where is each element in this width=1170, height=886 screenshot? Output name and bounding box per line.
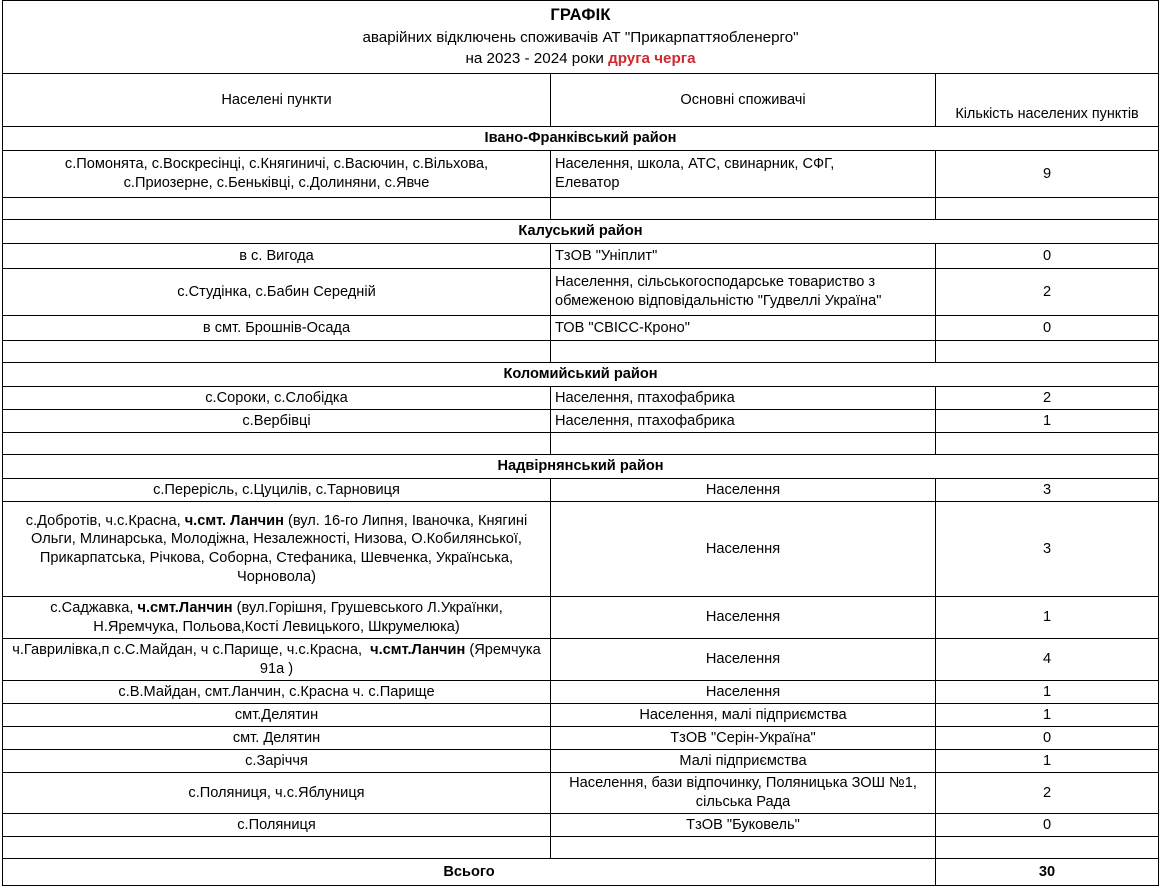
section-spacer-row	[3, 341, 1159, 363]
table-row	[3, 479, 1159, 502]
total-label: Всього	[3, 859, 936, 886]
district-name: Калуський район	[3, 220, 1159, 244]
district-header-row	[3, 363, 1159, 387]
cell-consumers: Населення, бази відпочинку, Поляницька ЗОШ №1, сільська Рада	[551, 773, 936, 814]
cell-settlements: смт.Делятин	[3, 704, 551, 727]
cell-settlements: с.Заріччя	[3, 750, 551, 773]
cell-count: 2	[936, 387, 1159, 410]
title-period-text: на 2023 - 2024 роки	[465, 50, 609, 68]
table-row	[3, 387, 1159, 410]
spacer-cell	[936, 341, 1159, 363]
cell-consumers: ТзОВ "Буковель"	[551, 814, 936, 837]
outage-schedule-table	[2, 0, 1159, 886]
spacer-cell	[3, 837, 551, 859]
column-header-count: Кількість населених пунктів	[936, 74, 1159, 127]
cell-settlements: в смт. Брошнів-Осада	[3, 316, 551, 341]
spacer-cell	[936, 837, 1159, 859]
cell-consumers: ТзОВ "Уніплит"	[551, 244, 936, 269]
table-row	[3, 410, 1159, 433]
cell-consumers: Населення, птахофабрика	[551, 410, 936, 433]
title-queue-badge: друга черга	[608, 50, 696, 68]
total-value: 30	[936, 859, 1159, 886]
cell-consumers: Населення, малі підприємства	[551, 704, 936, 727]
cell-count: 0	[936, 727, 1159, 750]
cell-consumers: Населення	[551, 502, 936, 597]
cell-count: 3	[936, 502, 1159, 597]
page-title: ГРАФІК	[550, 5, 611, 24]
spacer-cell	[3, 341, 551, 363]
table-row	[3, 151, 1159, 198]
title-row	[3, 1, 1159, 74]
spacer-cell	[551, 198, 936, 220]
cell-settlements: с.В.Майдан, смт.Ланчин, с.Красна ч. с.Парище	[3, 681, 551, 704]
spacer-cell	[936, 433, 1159, 455]
district-header-row	[3, 455, 1159, 479]
section-spacer-row	[3, 433, 1159, 455]
district-name: Коломийський район	[3, 363, 1159, 387]
spacer-cell	[551, 341, 936, 363]
cell-consumers: Населення, школа, АТС, свинарник, СФГ, Елеватор	[551, 151, 936, 198]
column-header-settlements: Населені пункти	[3, 74, 551, 127]
title-subtitle: аварійних відключень споживачів АТ "Прикарпаттяобленерго"	[362, 28, 799, 46]
district-name: Івано-Франківський район	[3, 127, 1159, 151]
cell-settlements: с.Добротів, ч.с.Красна, ч.смт. Ланчин (вул. 16-го Липня, Іваночка, Княгині Ольги, Млинарська, Молодіжна, Незалежності, Низова, О.Кобилянської, Прикарпатська, Річкова, Соборна, Стефаника, Шевченка, Українська, Чорновола)	[3, 502, 551, 597]
cell-count: 2	[936, 269, 1159, 316]
cell-count: 1	[936, 704, 1159, 727]
table-row	[3, 727, 1159, 750]
spacer-cell	[551, 837, 936, 859]
cell-count: 9	[936, 151, 1159, 198]
cell-consumers: Населення	[551, 479, 936, 502]
cell-count: 0	[936, 814, 1159, 837]
cell-settlements: с.Помонята, с.Воскресінці, с.Княгиничі, с.Васючин, с.Вільхова, с.Приозерне, с.Беньківці, с.Долиняни, с.Явче	[3, 151, 551, 198]
cell-count: 0	[936, 316, 1159, 341]
cell-settlements: ч.Гаврилівка,п с.С.Майдан, ч с.Парище, ч.с.Красна, ч.смт.Ланчин (Яремчука 91а )	[3, 639, 551, 681]
cell-consumers: Населення, птахофабрика	[551, 387, 936, 410]
cell-count: 3	[936, 479, 1159, 502]
district-header-row	[3, 220, 1159, 244]
table-row	[3, 639, 1159, 681]
table-row	[3, 244, 1159, 269]
table-body	[3, 1, 1159, 127]
cell-count: 1	[936, 597, 1159, 639]
spacer-cell	[3, 198, 551, 220]
table-row	[3, 681, 1159, 704]
cell-consumers: ТОВ "СВІСС-Кроно"	[551, 316, 936, 341]
title-period-line	[7, 48, 1154, 70]
table-row	[3, 597, 1159, 639]
cell-count: 1	[936, 750, 1159, 773]
cell-settlements: с.Студінка, с.Бабин Середній	[3, 269, 551, 316]
cell-settlements: с.Сороки, с.Слобідка	[3, 387, 551, 410]
sections-body	[3, 127, 1159, 859]
cell-settlements: с.Саджавка, ч.смт.Ланчин (вул.Горішня, Грушевського Л.Українки, Н.Яремчука, Польова,Кості Левицького, Шкрумелюка)	[3, 597, 551, 639]
total-body	[3, 859, 1159, 886]
cell-consumers: Населення	[551, 597, 936, 639]
table-row	[3, 316, 1159, 341]
table-row	[3, 814, 1159, 837]
column-header-row	[3, 74, 1159, 127]
cell-settlements: с.Поляниця, ч.с.Яблуниця	[3, 773, 551, 814]
cell-count: 4	[936, 639, 1159, 681]
cell-settlements: с.Перерісль, с.Цуцилів, с.Тарновиця	[3, 479, 551, 502]
table-row	[3, 750, 1159, 773]
spacer-cell	[3, 433, 551, 455]
cell-consumers: Населення, сільськогосподарське товариство з обмеженою відповідальністю "Гудвеллі Україна"	[551, 269, 936, 316]
district-header-row	[3, 127, 1159, 151]
section-spacer-row	[3, 198, 1159, 220]
cell-count: 1	[936, 410, 1159, 433]
table-row	[3, 704, 1159, 727]
column-header-consumers: Основні споживачі	[551, 74, 936, 127]
cell-count: 2	[936, 773, 1159, 814]
table-row	[3, 502, 1159, 597]
cell-count: 0	[936, 244, 1159, 269]
table-row	[3, 269, 1159, 316]
spacer-cell	[551, 433, 936, 455]
section-spacer-row	[3, 837, 1159, 859]
district-name: Надвірнянський район	[3, 455, 1159, 479]
cell-consumers: Малі підприємства	[551, 750, 936, 773]
cell-consumers: Населення	[551, 681, 936, 704]
table-row	[3, 773, 1159, 814]
spacer-cell	[936, 198, 1159, 220]
total-row	[3, 859, 1159, 886]
cell-settlements: смт. Делятин	[3, 727, 551, 750]
cell-consumers: ТзОВ "Серін-Україна"	[551, 727, 936, 750]
cell-settlements: в с. Вигода	[3, 244, 551, 269]
document-title-cell	[3, 1, 1159, 74]
cell-settlements: с.Вербівці	[3, 410, 551, 433]
cell-count: 1	[936, 681, 1159, 704]
cell-settlements: с.Поляниця	[3, 814, 551, 837]
cell-consumers: Населення	[551, 639, 936, 681]
